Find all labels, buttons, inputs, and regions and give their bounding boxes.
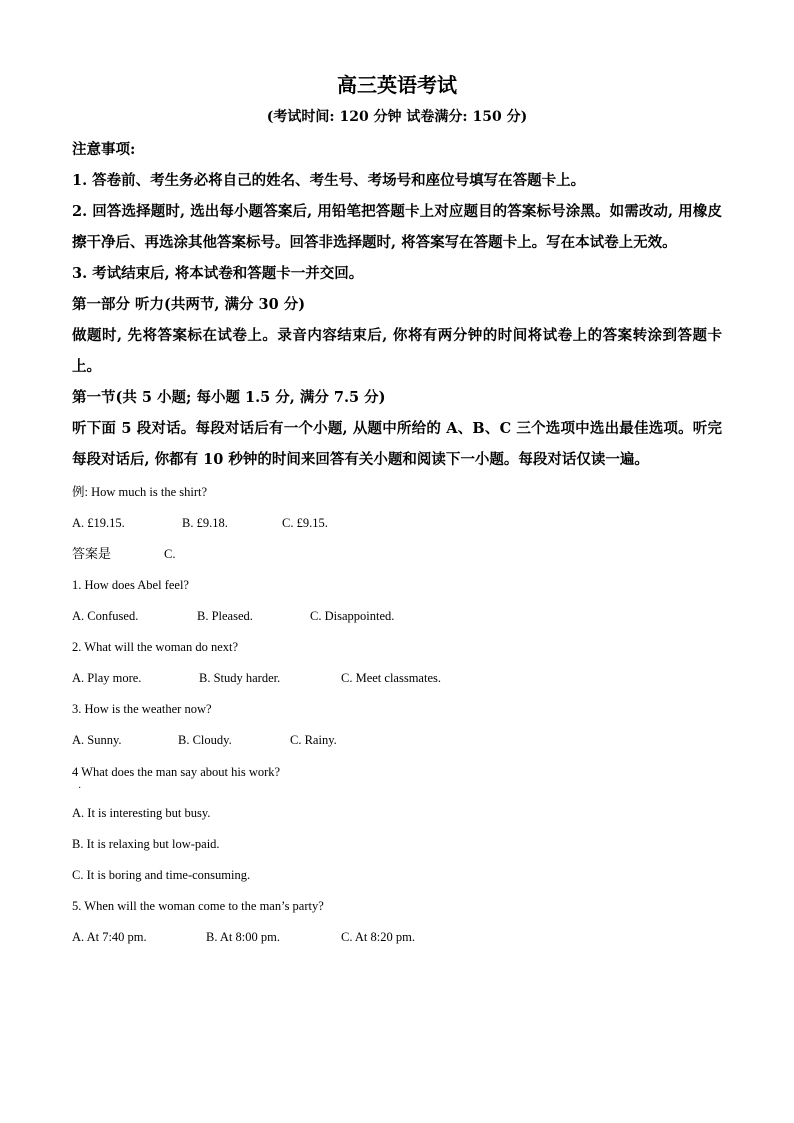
exam-page bbox=[72, 70, 722, 953]
question-5-option-b: B. At 8:00 pm. bbox=[206, 930, 280, 944]
question-1-option-a: A. Confused. bbox=[72, 609, 139, 623]
notes-heading: 注意事项: bbox=[72, 141, 136, 158]
exam-subtitle: (考试时间: 120 分钟 试卷满分: 150 分) bbox=[266, 109, 528, 125]
question-3-option-c: C. Rainy. bbox=[290, 733, 337, 747]
part1-heading: 第一部分 听力(共两节, 满分 30 分) bbox=[72, 296, 306, 313]
question-3-options bbox=[72, 725, 722, 756]
section1-heading: 第一节(共 5 小题; 每小题 1.5 分, 满分 7.5 分) bbox=[72, 389, 386, 406]
question-4-dot: · bbox=[78, 783, 82, 794]
notes-item-3: 3. 考试结束后, 将本试卷和答题卡一并交回。 bbox=[72, 265, 364, 282]
example-answer bbox=[72, 539, 722, 570]
question-2-options bbox=[72, 663, 722, 694]
question-2: 2. What will the woman do next? bbox=[72, 640, 239, 654]
question-3-option-a: A. Sunny. bbox=[72, 733, 122, 747]
question-4: 4 What does the man say about his work? bbox=[72, 765, 281, 779]
part1-instruction: 做题时, 先将答案标在试卷上。录音内容结束后, 你将有两分钟的时间将试卷上的答案转涂到答题卡上。 bbox=[72, 327, 722, 375]
question-1-option-b: B. Pleased. bbox=[197, 609, 253, 623]
question-2-option-a: A. Play more. bbox=[72, 671, 142, 685]
example-options bbox=[72, 508, 722, 539]
question-3: 3. How is the weather now? bbox=[72, 702, 212, 716]
question-1-options bbox=[72, 601, 722, 632]
question-5-options bbox=[72, 922, 722, 953]
question-3-option-b: B. Cloudy. bbox=[178, 733, 232, 747]
question-4-option-c: C. It is boring and time-consuming. bbox=[72, 868, 251, 882]
question-5-option-c: C. At 8:20 pm. bbox=[341, 930, 415, 944]
exam-title: 高三英语考试 bbox=[337, 73, 457, 97]
example-answer-label: 答案是 bbox=[72, 547, 112, 562]
question-5-option-a: A. At 7:40 pm. bbox=[72, 930, 147, 944]
example-answer-value: C. bbox=[164, 547, 176, 561]
question-2-option-c: C. Meet classmates. bbox=[341, 671, 441, 685]
question-1: 1. How does Abel feel? bbox=[72, 578, 189, 592]
example-option-a: A. £19.15. bbox=[72, 516, 125, 530]
question-1-option-c: C. Disappointed. bbox=[310, 609, 395, 623]
question-2-option-b: B. Study harder. bbox=[199, 671, 281, 685]
question-4-option-b: B. It is relaxing but low-paid. bbox=[72, 837, 220, 851]
question-4-option-a: A. It is interesting but busy. bbox=[72, 806, 211, 820]
notes-item-1: 1. 答卷前、考生务必将自己的姓名、考生号、考场号和座位号填写在答题卡上。 bbox=[72, 172, 586, 189]
section1-instruction: 听下面 5 段对话。每段对话后有一个小题, 从题中所给的 A、B、C 三个选项中选出最佳选项。听完每段对话后, 你都有 10 秒钟的时间来回答有关小题和阅读下一小题。每段对话仅读一遍。 bbox=[72, 420, 722, 468]
notes-item-2: 2. 回答选择题时, 选出每小题答案后, 用铅笔把答题卡上对应题目的答案标号涂黑。如需改动, 用橡皮擦干净后、再选涂其他答案标号。回答非选择题时, 将答案写在答题卡上。写在本试卷上无效。 bbox=[72, 203, 722, 251]
questions-section bbox=[72, 477, 722, 953]
notes-section bbox=[72, 134, 722, 475]
question-5: 5. When will the woman come to the man’s party? bbox=[72, 899, 324, 913]
example-option-b: B. £9.18. bbox=[182, 516, 228, 530]
example-option-c: C. £9.15. bbox=[282, 516, 328, 530]
example-question: 例: How much is the shirt? bbox=[72, 485, 208, 499]
